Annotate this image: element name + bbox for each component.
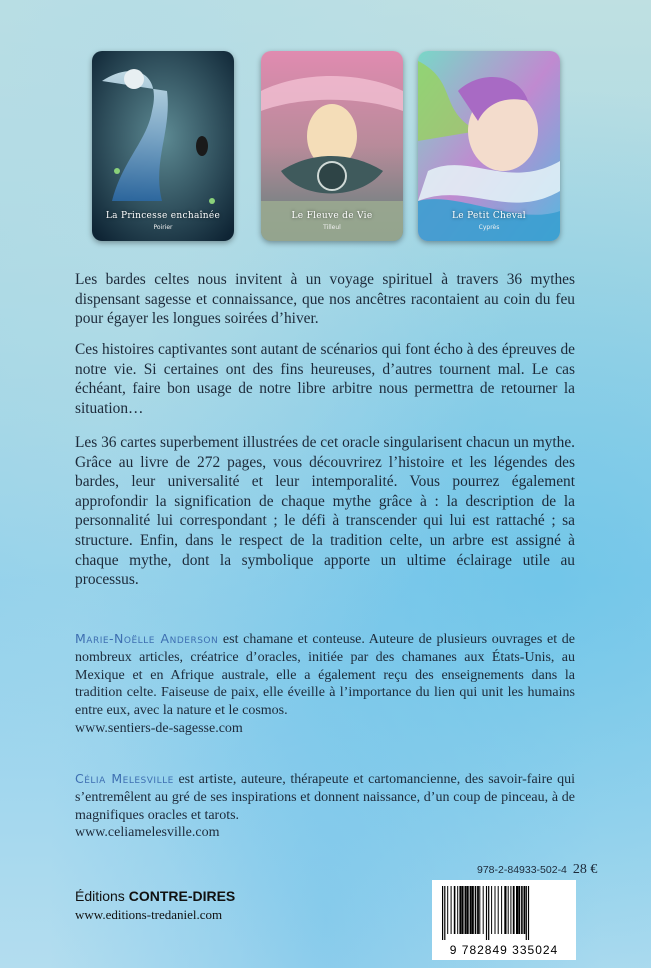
barcode-bar: [442, 886, 443, 940]
author-bio-melesville: [75, 770, 575, 842]
barcode-bar: [486, 886, 487, 940]
barcode-bar: [518, 886, 520, 934]
barcode-bar: [447, 886, 448, 934]
card-title: La Princesse enchaînée: [105, 211, 221, 221]
barcode-bar: [465, 886, 467, 934]
barcode-bar: [501, 886, 502, 934]
barcode-bar: [467, 886, 469, 934]
card-title: Le Petit Cheval: [452, 211, 526, 221]
barcode-bar: [513, 886, 515, 934]
author-description: est chamane et conteuse. Auteure de plusieurs ouvrages et de nombreux articles, créatrice d’oracles, initiée par des chamanes aux États-Unis, au Mexique et en Afrique australe, elle a également reçu des enseignements dans la tradition celte. Faiseuse de paix, elle éveille à l’importance du lien qui unit les humains entre eux, avec la nature et le cosmos.: [75, 632, 575, 719]
card-title: Le Fleuve de Vie: [291, 211, 373, 221]
barcode-bar: [477, 886, 479, 934]
barcode-bar: [526, 886, 527, 940]
card-cheval: [418, 51, 560, 241]
barcode-bar: [498, 886, 499, 934]
card-tree: Cyprès: [478, 224, 500, 231]
card-tree: Tilleul: [323, 224, 341, 231]
barcode-bar: [470, 886, 472, 934]
barcode-bar: [459, 886, 461, 934]
barcode: [432, 880, 576, 960]
stories-paragraph: Ces histoires captivantes sont autant de scénarios qui font écho à des épreuves de notre vie. Si certaines ont des fins heureuses, d’autres tournent mal. Le cas échéant, faire bon usage de notre libre arbitre nous permettra de retourner la situation…: [75, 341, 575, 417]
barcode-bar: [516, 886, 518, 934]
author-website[interactable]: www.sentiers-de-sagesse.com: [75, 720, 243, 736]
barcode-bar: [457, 886, 458, 934]
barcode-bar: [444, 886, 445, 940]
barcode-bar: [504, 886, 506, 934]
publisher-website[interactable]: www.editions-tredaniel.com: [75, 907, 223, 922]
barcode-bar: [521, 886, 523, 934]
author-description: est artiste, auteure, thérapeute et cartomancienne, des savoir-faire qui s’entremêlent au gré de ses inspirations et donnent naissance, d’un coup de pinceau, à de magnifiques oracles et tarots.: [75, 772, 576, 823]
barcode-bar: [479, 886, 480, 934]
barcode-bar: [524, 886, 526, 934]
isbn-price-line: [477, 862, 597, 878]
publisher-name: CONTRE-DIRES: [128, 888, 236, 904]
barcode-bar: [495, 886, 496, 934]
barcode-bar: [454, 886, 456, 934]
barcode-bar: [491, 886, 492, 934]
barcode-bar: [475, 886, 477, 934]
publisher-prefix: Éditions: [75, 888, 129, 904]
barcode-bar: [488, 886, 489, 940]
card-princesse: [92, 51, 234, 241]
publisher-logo: [75, 888, 235, 904]
author-name: Marie-Noëlle Anderson: [75, 631, 219, 646]
card-fleuve: [261, 51, 403, 241]
isbn: 978-2-84933-502-4: [477, 864, 567, 876]
barcode-digits: 9 782849 335024: [449, 943, 559, 957]
barcode-bar: [508, 886, 509, 934]
barcode-bars: [440, 886, 568, 940]
author-name: Célia Melesville: [75, 771, 174, 786]
barcode-bar: [510, 886, 511, 934]
intro-paragraph: Les bardes celtes nous invitent à un voyage spirituel à travers 36 mythes dispensant sagesse et connaissance, que nos ancêtres racontaient au coin du feu pour égayer les longues soirées d’hiver.: [75, 271, 575, 328]
barcode-bar: [462, 886, 464, 934]
barcode-bar: [528, 886, 529, 940]
author-bio-anderson: [75, 630, 575, 738]
author-website[interactable]: www.celiamelesville.com: [75, 825, 220, 841]
price: 28 €: [572, 862, 598, 877]
cards-paragraph: Les 36 cartes superbement illustrées de cet oracle singularisent chacun un mythe. Grâce au livre de 272 pages, vous découvrirez l’histoire et les légendes des bardes, leur universalité et leur intemporalité. Vous pourrez également approfondir la signification de chaque mythe grâce à : la description de la personnalité lui correspondant ; le défi à transcender qui lui est rattaché ; sa structure. Enfin, dans le respect de la tradition celte, un arbre est assigné à chaque mythe, dont la symbolique apporte un ultime éclairage utile au processus.: [75, 434, 576, 589]
barcode-bar: [483, 886, 484, 934]
barcode-bar: [451, 886, 452, 934]
card-tree: Poirier: [153, 224, 173, 231]
barcode-bar: [472, 886, 474, 934]
